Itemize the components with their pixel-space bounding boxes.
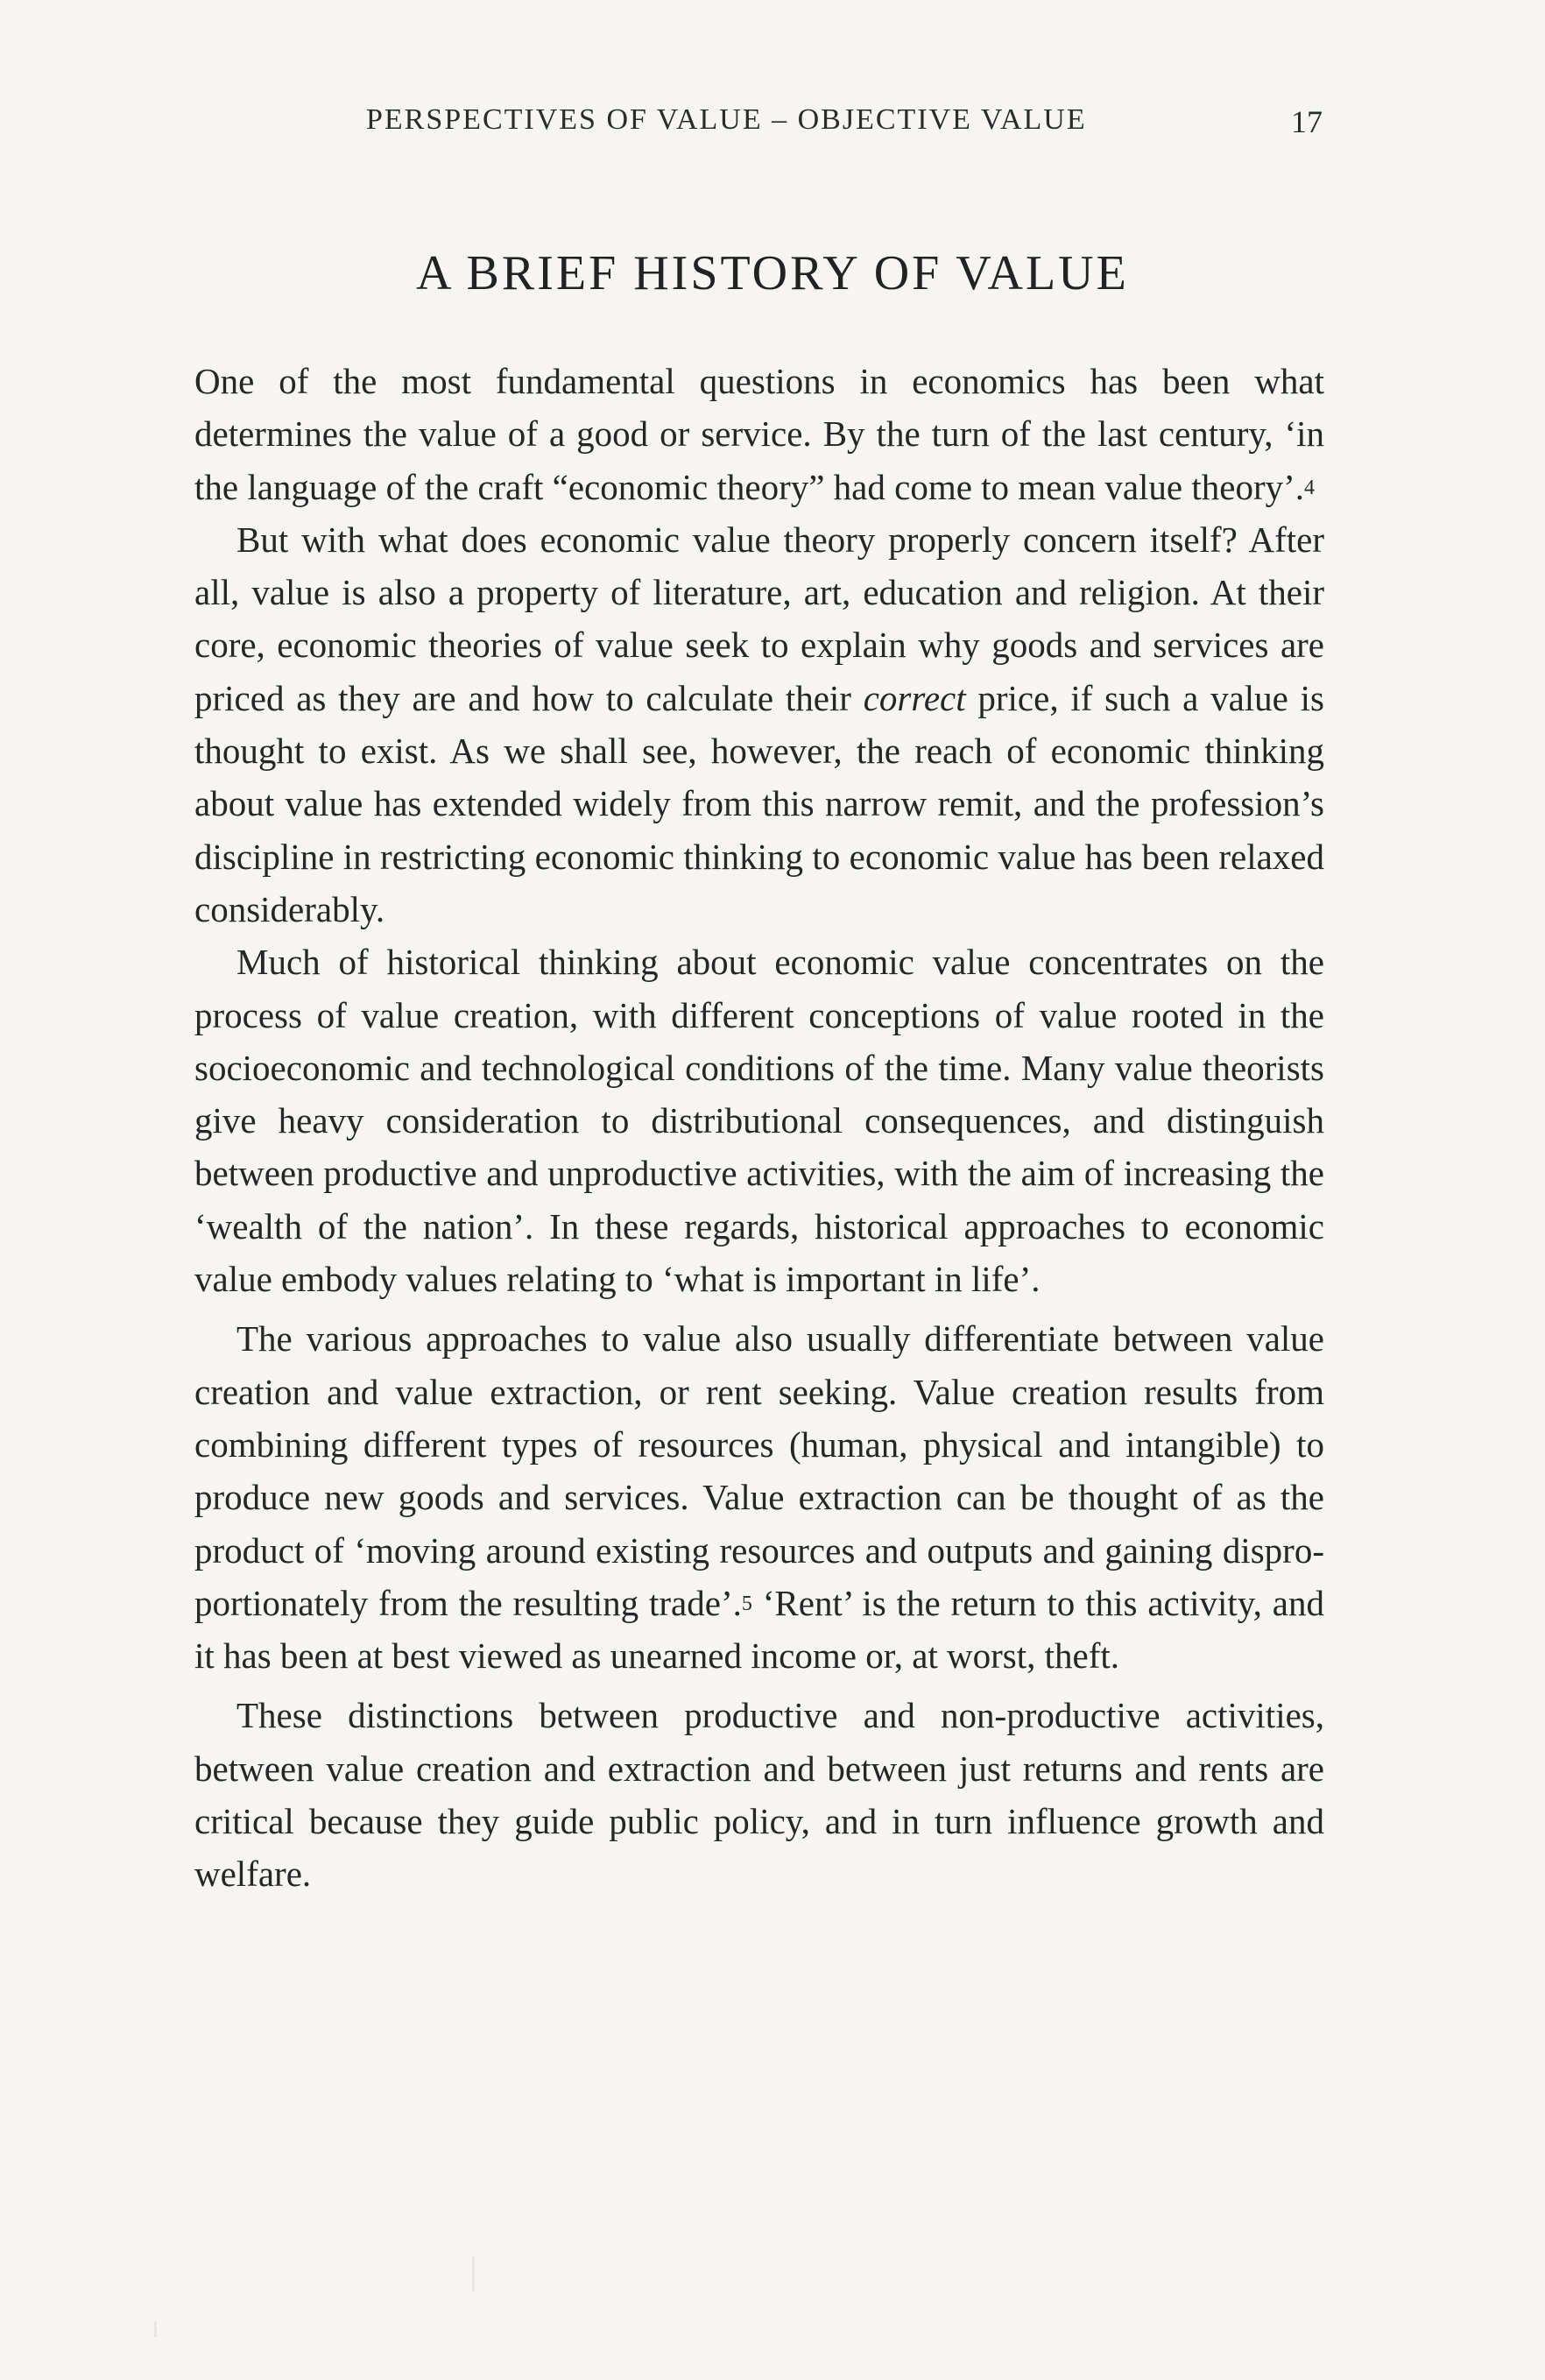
body-text xyxy=(194,355,1324,1901)
paragraph-2-text-start: But with what does economic value theory properly concern itself? After all, value is also a property of literature, art, education and religion. At their core, economic theories of value seek to explain why goods and services are priced as they are and how to calculate their xyxy=(194,519,1324,718)
running-head: PERSPECTIVES OF VALUE – OBJECTIVE VALUE xyxy=(366,103,1087,136)
paragraph-1 xyxy=(194,355,1324,513)
scan-mark xyxy=(472,2256,475,2292)
paragraph-4 xyxy=(194,1312,1324,1682)
scan-mark xyxy=(154,2321,157,2337)
paragraph-2-emphasis: correct xyxy=(863,677,966,718)
paragraph-4-text-start: The various approaches to value also usually differentiate between value creation and value extraction, or rent seeking. Value creation results from combining different types of resources (human, physical and intangible) to produce new goods and services. Value extraction can be thought of as the product of ‘moving around existing resources and outputs and gaining disproportionately from the resulting trade’. xyxy=(194,1318,1324,1623)
paragraph-3 xyxy=(194,936,1324,1305)
footnote-ref-4: 4 xyxy=(1304,476,1316,499)
paragraph-3-text: Much of historical thinking about economic value concentrates on the process of value creation, with different conceptions of value rooted in the socioeconomic and technological conditions of the time. Many value theorists give heavy consideration to distributional consequences, and distinguish between productive and unproductive activities, with the aim of increasing the ‘wealth of the nation’. In these regards, historical approaches to economic value embody values relating to ‘what is important in life’. xyxy=(194,942,1324,1300)
paragraph-1-text: One of the most fundamental questions in economics has been what determines the value of a good or service. By the turn of the last century, ‘in the language of the craft “economic theory” had come to mean value theory’. xyxy=(194,361,1324,507)
paragraph-5-text: These distinctions between productive and non-productive activities, between value creation and extraction and between just returns and rents are critical because they guide public policy, and in turn influence growth and welfare. xyxy=(194,1695,1324,1895)
paragraph-4-text-end: ‘Rent’ is the return to this activity, and it has been at best viewed as unearned income or, at worst, theft. xyxy=(194,1582,1324,1677)
paragraph-2 xyxy=(194,513,1324,936)
footnote-ref-5: 5 xyxy=(741,1592,752,1615)
page-number: 17 xyxy=(1291,104,1323,139)
section-title: A BRIEF HISTORY OF VALUE xyxy=(416,246,1129,300)
paragraph-2-text-end: price, if such a value is thought to exist. As we shall see, however, the reach of economic thinking about value has extended widely from this narrow remit, and the profession’s discipline in restricting economic thinking to economic value has been relaxed considerably. xyxy=(194,677,1324,929)
paragraph-5 xyxy=(194,1689,1324,1900)
